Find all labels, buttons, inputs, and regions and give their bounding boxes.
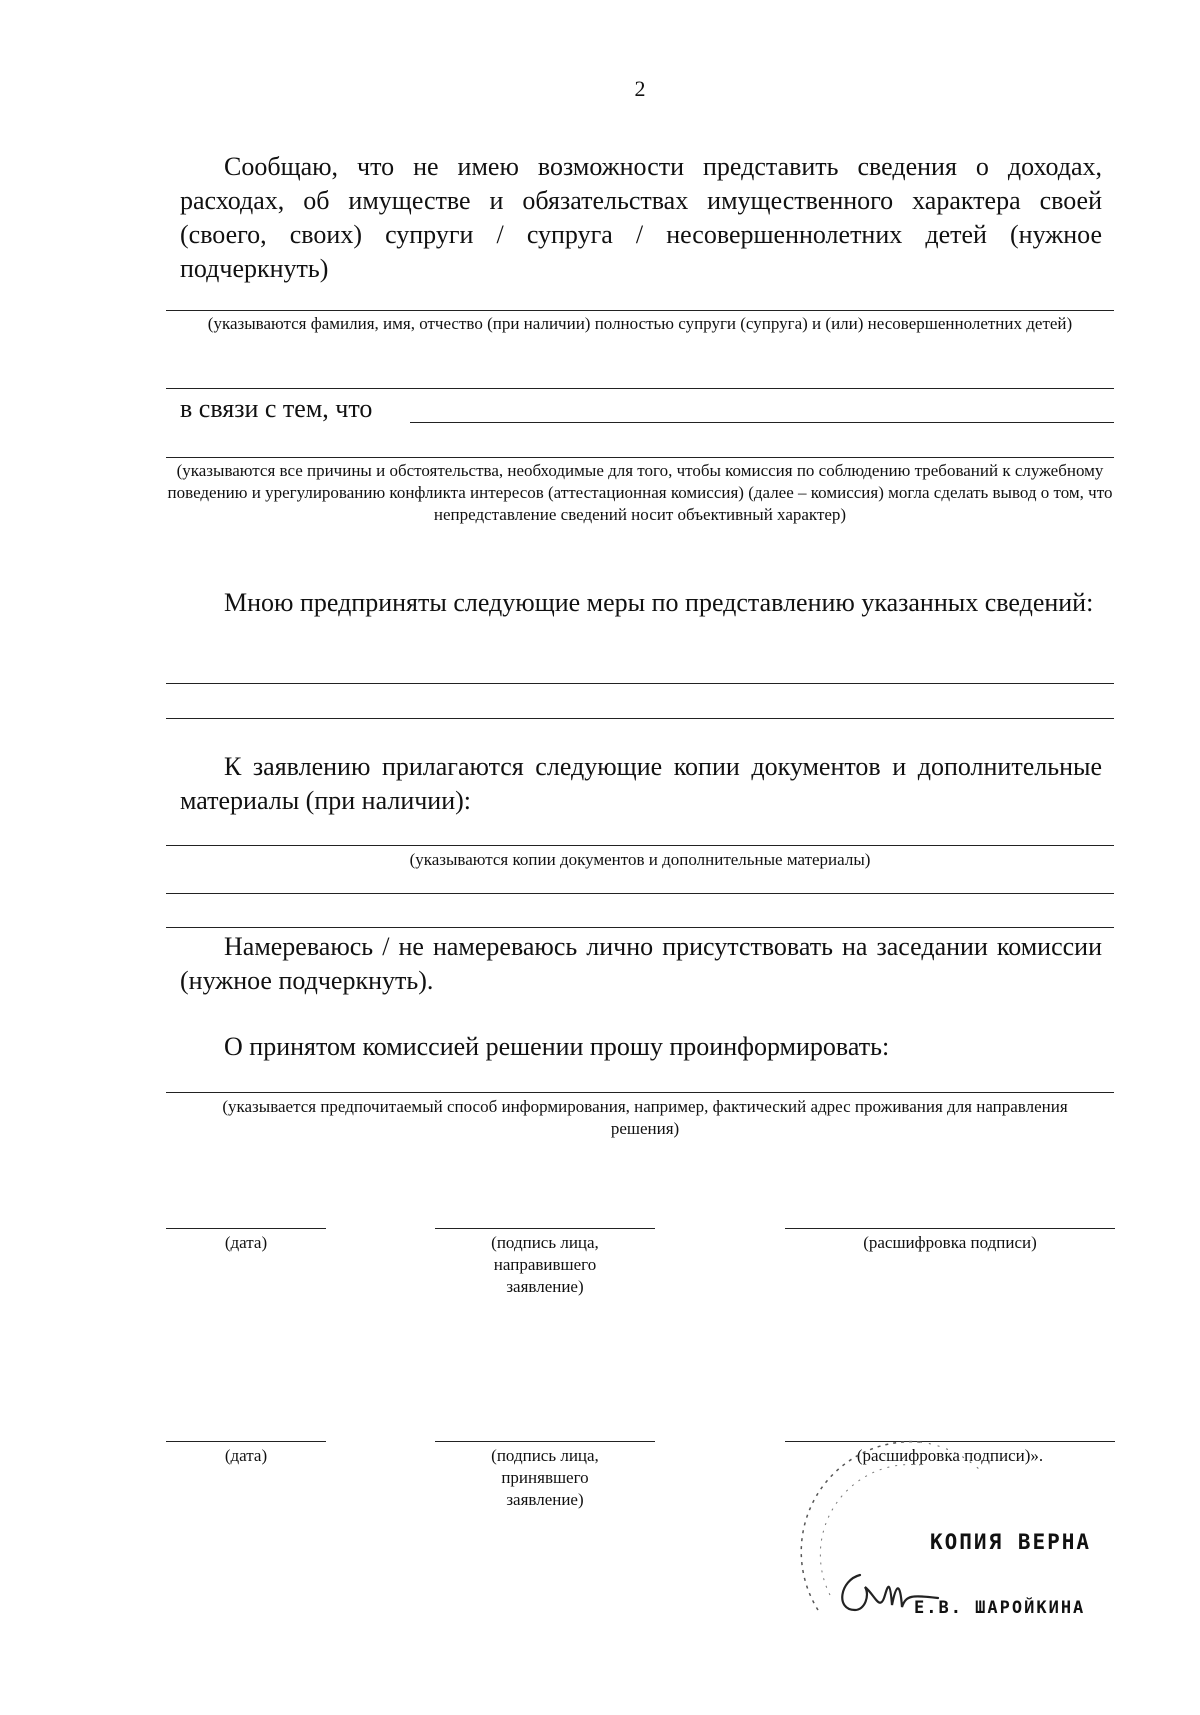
fill-line-reason[interactable] bbox=[410, 422, 1114, 423]
fill-line-attachments[interactable] bbox=[166, 845, 1114, 846]
fill-line-reason-2[interactable] bbox=[166, 457, 1114, 458]
paragraph-attendance: Намереваюсь / не намереваюсь лично присутствовать на заседании комиссии (нужное подчеркнуть). bbox=[180, 932, 1102, 995]
fill-line-spouse-name-2[interactable] bbox=[166, 388, 1114, 389]
paragraph-inform: О принятом комиссией решении прошу проинформировать: bbox=[224, 1032, 890, 1061]
signature-caption-2: (подпись лица, принявшего заявление) bbox=[491, 1446, 599, 1509]
hint-reasons: (указываются все причины и обстоятельства, необходимые для того, чтобы комиссия по соблюдению требований к служебному поведению и урегулированию конфликта интересов (аттестационная комиссия) (далее – комиссия) могла сделать вывод о том, что непредставление сведений носит объективный характер) bbox=[167, 461, 1113, 524]
decoding-caption-1: (расшифровка подписи) bbox=[863, 1233, 1037, 1252]
fill-line-inform[interactable] bbox=[166, 1092, 1114, 1093]
fill-line-attachments-2[interactable] bbox=[166, 893, 1114, 894]
in-connection-label: в связи с тем, что bbox=[180, 394, 373, 423]
date-line-2[interactable] bbox=[166, 1441, 326, 1442]
signature-line-2[interactable] bbox=[435, 1441, 655, 1442]
hint-attachments: (указываются копии документов и дополнительные материалы) bbox=[409, 850, 871, 869]
stamp-certified-text: КОПИЯ ВЕРНА bbox=[930, 1530, 1092, 1554]
stamp-name-text: Е.В. ШАРОЙКИНА bbox=[914, 1598, 1086, 1618]
signature-line-1[interactable] bbox=[435, 1228, 655, 1229]
fill-line-measures-2[interactable] bbox=[166, 718, 1114, 719]
decoding-caption-2: (расшифровка подписи)». bbox=[856, 1446, 1044, 1465]
date-line-1[interactable] bbox=[166, 1228, 326, 1229]
signature-caption-1: (подпись лица, направившего заявление) bbox=[491, 1233, 599, 1296]
fill-line-attachments-3[interactable] bbox=[166, 927, 1114, 928]
fill-line-measures[interactable] bbox=[166, 683, 1114, 684]
date-caption-1: (дата) bbox=[224, 1233, 268, 1252]
date-caption-2: (дата) bbox=[224, 1446, 268, 1465]
page-number: 2 bbox=[634, 76, 646, 101]
paragraph-statement: Сообщаю, что не имею возможности представить сведения о доходах, расходах, об имуществе и обязательствах имущественного характера своей (своего, своих) супруги / супруга / несовершеннолетних детей (нужное подчеркнуть) bbox=[180, 152, 1102, 283]
paragraph-attachments: К заявлению прилагаются следующие копии документов и дополнительные материалы (при наличии): bbox=[180, 752, 1102, 815]
decoding-line-1[interactable] bbox=[785, 1228, 1115, 1229]
copy-certified-stamp bbox=[770, 1430, 1110, 1650]
paragraph-measures: Мною предприняты следующие меры по представлению указанных сведений: bbox=[224, 588, 1094, 617]
hint-inform: (указывается предпочитаемый способ информирования, например, фактический адрес проживания для направления решения) bbox=[222, 1097, 1068, 1138]
fill-line-spouse-name[interactable] bbox=[166, 310, 1114, 311]
hint-spouse-name: (указываются фамилия, имя, отчество (при наличии) полностью супруги (супруга) и (или) несовершеннолетних детей) bbox=[207, 314, 1073, 333]
